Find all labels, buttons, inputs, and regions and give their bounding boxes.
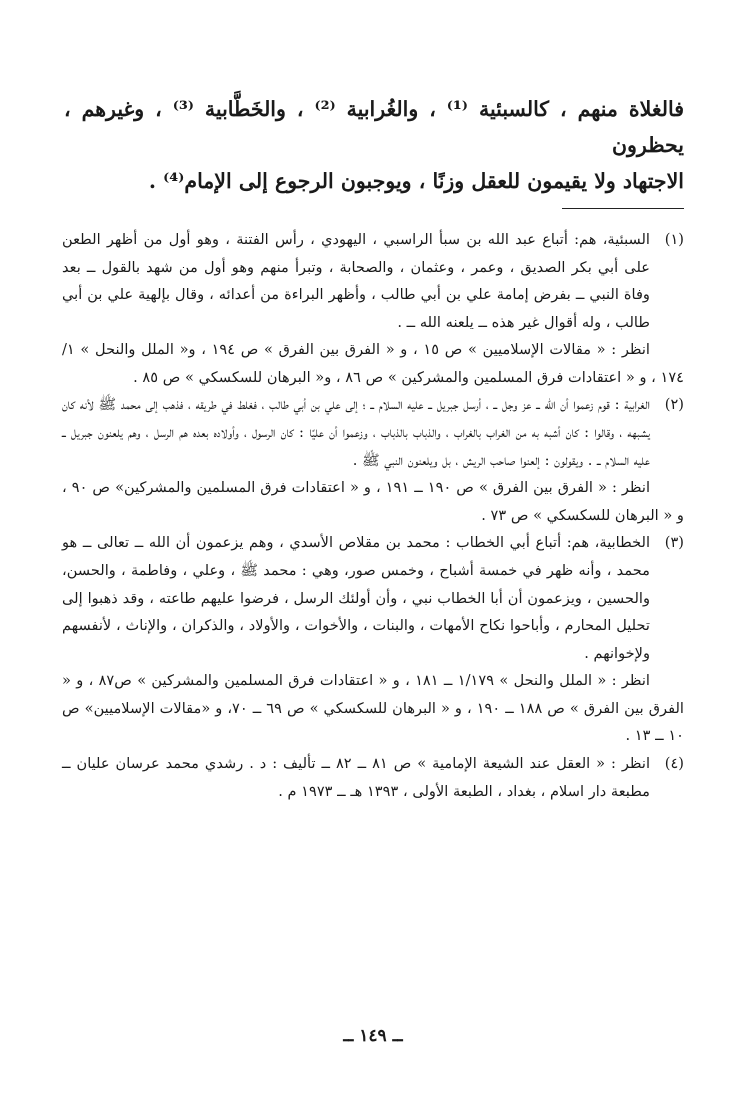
main-line: الاجتهاد ولا يقيمون للعقل وزنًا ، ويوجبون الرجوع إلى الإمام⁽⁴⁾ . bbox=[148, 168, 684, 193]
main-line: فالغلاة منهم ، كالسبئية ⁽¹⁾ ، والغُرابية ⁽²⁾ ، والخَطَّابية ⁽³⁾ ، وغيرهم ، يحظرون bbox=[64, 97, 685, 157]
footnote-3 bbox=[62, 529, 684, 750]
footnote-separator bbox=[562, 208, 684, 209]
footnote-number: (٣) bbox=[664, 534, 684, 552]
footnote-2 bbox=[62, 391, 684, 529]
footnotes bbox=[62, 226, 684, 805]
footnote-number: (٢) bbox=[664, 396, 684, 414]
main-text bbox=[64, 92, 684, 200]
footnote-number: (٤) bbox=[664, 754, 684, 772]
page-number: ــ ١٤٩ ــ bbox=[343, 1026, 403, 1046]
footnote-number: (١) bbox=[664, 231, 684, 248]
footnote-4 bbox=[62, 750, 684, 805]
footnote-text: الغرابية : قوم زعموا أن الله ــ عز وجل ــ ، أرسل جبريل ــ عليه السلام ــ ؛ إلى علي بن أبي طالب ، فغلط في طريقه ، فذهب إلى محمد ﷺ لأنه كان يشبهه ، وقالوا : كان أشبه به من الغراب بالغراب ، والذباب بالذباب ، وزعموا أن عليًا : كان الرسول ، وأولاده بعده هم الرسل ، وهم يلعنون جبريل ــ عليه السلام ــ . ويقولون : إلعنوا صاحب الريش ، بل ويلعنون النبي ﷺ . bbox=[62, 396, 650, 469]
footnote-reference: انظر : « الفرق بين الفرق » ص ١٩٠ ــ ١٩١ ، و « اعتقادات فرق المسلمين والمشركين» ص ٩٠ ، و « البرهان للسكسكي » ص ٧٣ . bbox=[62, 479, 684, 524]
footnote-text: انظر : « العقل عند الشيعة الإمامية » ص ٨١ ــ ٨٢ ــ تأليف : د . رشدي محمد عرسان عليان ــ مطبعة دار اسلام ، بغداد ، الطبعة الأولى ، ١٣٩٣ هـ ــ ١٩٧٣ م . bbox=[62, 754, 651, 800]
footnote-text: الخطابية، هم: أتباع أبي الخطاب : محمد بن مقلاص الأسدي ، وهم يزعمون أن الله ــ تعالى ــ هو محمد ، وأنه ظهر في خمسة أشباح ، وخمس صور، وهي : محمد ﷺ ، وعلي ، وفاطمة ، والحسن، والحسين ، ويزعمون أن أبا الخطاب نبي ، وأن أولئك الرسل ، فرضوا عليهم طاعته ، وقد ذهبوا إلى تحليل المحارم ، وأباحوا نكاح الأمهات ، والبنات ، والأخوات ، والأولاد ، والذكران ، والإناث ، لأنفسهم ولإخوانهم . bbox=[62, 534, 650, 662]
footnote-text: السبئية، هم: أتباع عبد الله بن سبأ الراسبي ، اليهودي ، رأس الفتنة ، وهو أول من أظهر الطعن على أبي بكر الصديق ، وعمر ، وعثمان ، والصحابة ، وتبرأ منهم وهو أول من شهد بالقول ــ بعد وفاة النبي ــ بفرض إمامة علي بن أبي طالب ، وأظهر البراءة من أعدائه ، وقال بإلهية علي بن أبي طالب ، وله أقوال غير هذه ــ يلعنه الله ــ . bbox=[62, 231, 650, 331]
footnote-1 bbox=[62, 226, 684, 391]
footnote-reference: انظر : « مقالات الإسلاميين » ص ١٥ ، و « الفرق بين الفرق » ص ١٩٤ ، و« الملل والنحل » ١/ ١٧٤ ، و « اعتقادات فرق المسلمين والمشركين » ص ٨٦ ، و« البرهان للسكسكي » ص ٨٥ . bbox=[62, 341, 684, 386]
footnote-reference: انظر : « الملل والنحل » ١/١٧٩ ــ ١٨١ ، و « اعتقادات فرق المسلمين والمشركين » ص٨٧ ، و « الفرق بين الفرق » ص ١٨٨ ــ ١٩٠ ، و « البرهان للسكسكي » ص ٦٩ ــ ٧٠، و «مقالات الإسلاميين» ص ١٠ ــ ١٣ . bbox=[62, 672, 684, 745]
